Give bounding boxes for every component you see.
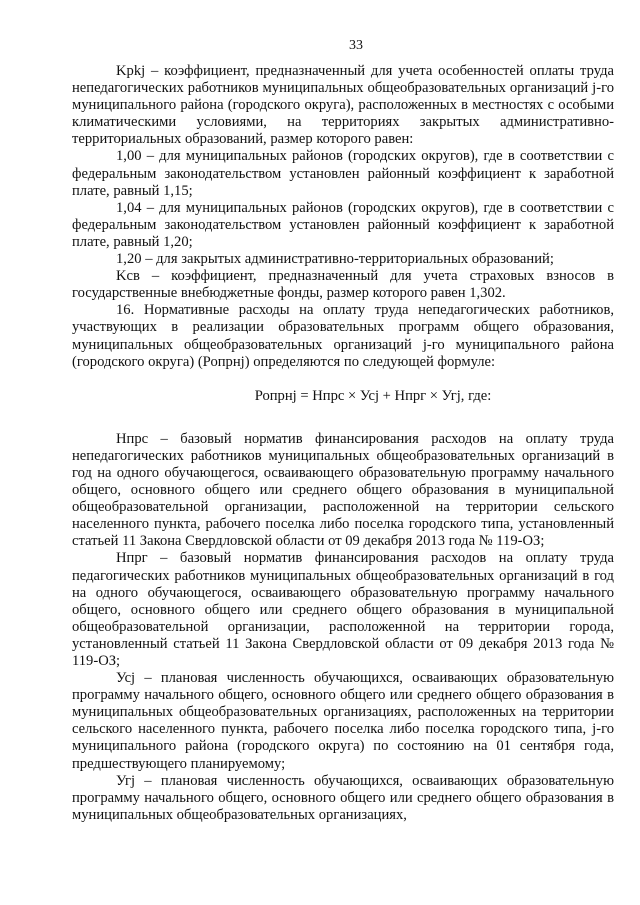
paragraph-item-16: 16. Нормативные расходы на оплату труда непедагогических работников, участвующих в реализации образовательных программ общего образования, муниципальных общеобразовательных организаций j-го муниципального района (городского округа) (Ропрнj) определяются по следующей формуле: <box>72 302 614 370</box>
definition-ugj: Угj – плановая численность обучающихся, осваивающих образовательную программу начального общего, основного общего или среднего общего образования в муниципальных общеобразовательных организациях, <box>72 772 614 823</box>
formula: Ропрнj = Нпрс × Усj + Нпрг × Угj, где: <box>254 387 492 404</box>
paragraph-coef-1-04: 1,04 – для муниципальных районов (городских округов), где в соответствии с федеральным законодательством установлен районный коэффициент к заработной плате, равный 1,20; <box>72 199 614 250</box>
paragraph-coef-1-00: 1,00 – для муниципальных районов (городских округов), где в соответствии с федеральным законодательством установлен районный коэффициент к заработной плате, равный 1,15; <box>72 148 614 199</box>
definition-nprg: Нпрг – базовый норматив финансирования расходов на оплату труда педагогических работников муниципальных общеобразовательных организаций в год на одного обучающегося, осваивающего образовательную программу начального общего, основного общего или среднего общего образования в муниципальной общеобразовательной организации, расположенной на территории города, установленный статьей 11 Закона Свердловской области от 09 декабря 2013 года № 119-ОЗ; <box>72 550 614 669</box>
definition-usj: Усj – плановая численность обучающихся, осваивающих образовательную программу начального общего, основного общего или среднего общего образования в муниципальных общеобразовательных организациях, расположенных на территории сельского населенного пункта, рабочего поселка либо поселка городского типа, j-го муниципального района (городского округа) по состоянию на 01 сентября года, предшествующего планируемому; <box>72 670 614 772</box>
paragraph-ksv: Kсв – коэффициент, предназначенный для учета страховых взносов в государственные внебюджетные фонды, размер которого равен 1,302. <box>72 268 614 302</box>
paragraph-kprkj: Kpkj – коэффициент, предназначенный для учета особенностей оплаты труда непедагогических работников муниципальных общеобразовательных организаций j-го муниципального района (городского округа), расположенных в местностях с особыми климатическими условиями, на территориях закрытых административно-территориальных образований, размер которого равен: <box>72 63 614 148</box>
page-number: 33 <box>349 38 363 53</box>
paragraph-coef-1-20: 1,20 – для закрытых административно-территориальных образований; <box>116 251 554 268</box>
definition-nprs: Нпрс – базовый норматив финансирования расходов на оплату труда непедагогических работников муниципальных общеобразовательных организаций в год на одного обучающегося, осваивающего образовательную программу начального общего, основного общего или среднего общего образования в муниципальной общеобразовательной организации, расположенной на территории сельского населенного пункта, рабочего поселка либо поселка городского типа, установленный статьей 11 Закона Свердловской области от 09 декабря 2013 года № 119-ОЗ; <box>72 430 614 550</box>
